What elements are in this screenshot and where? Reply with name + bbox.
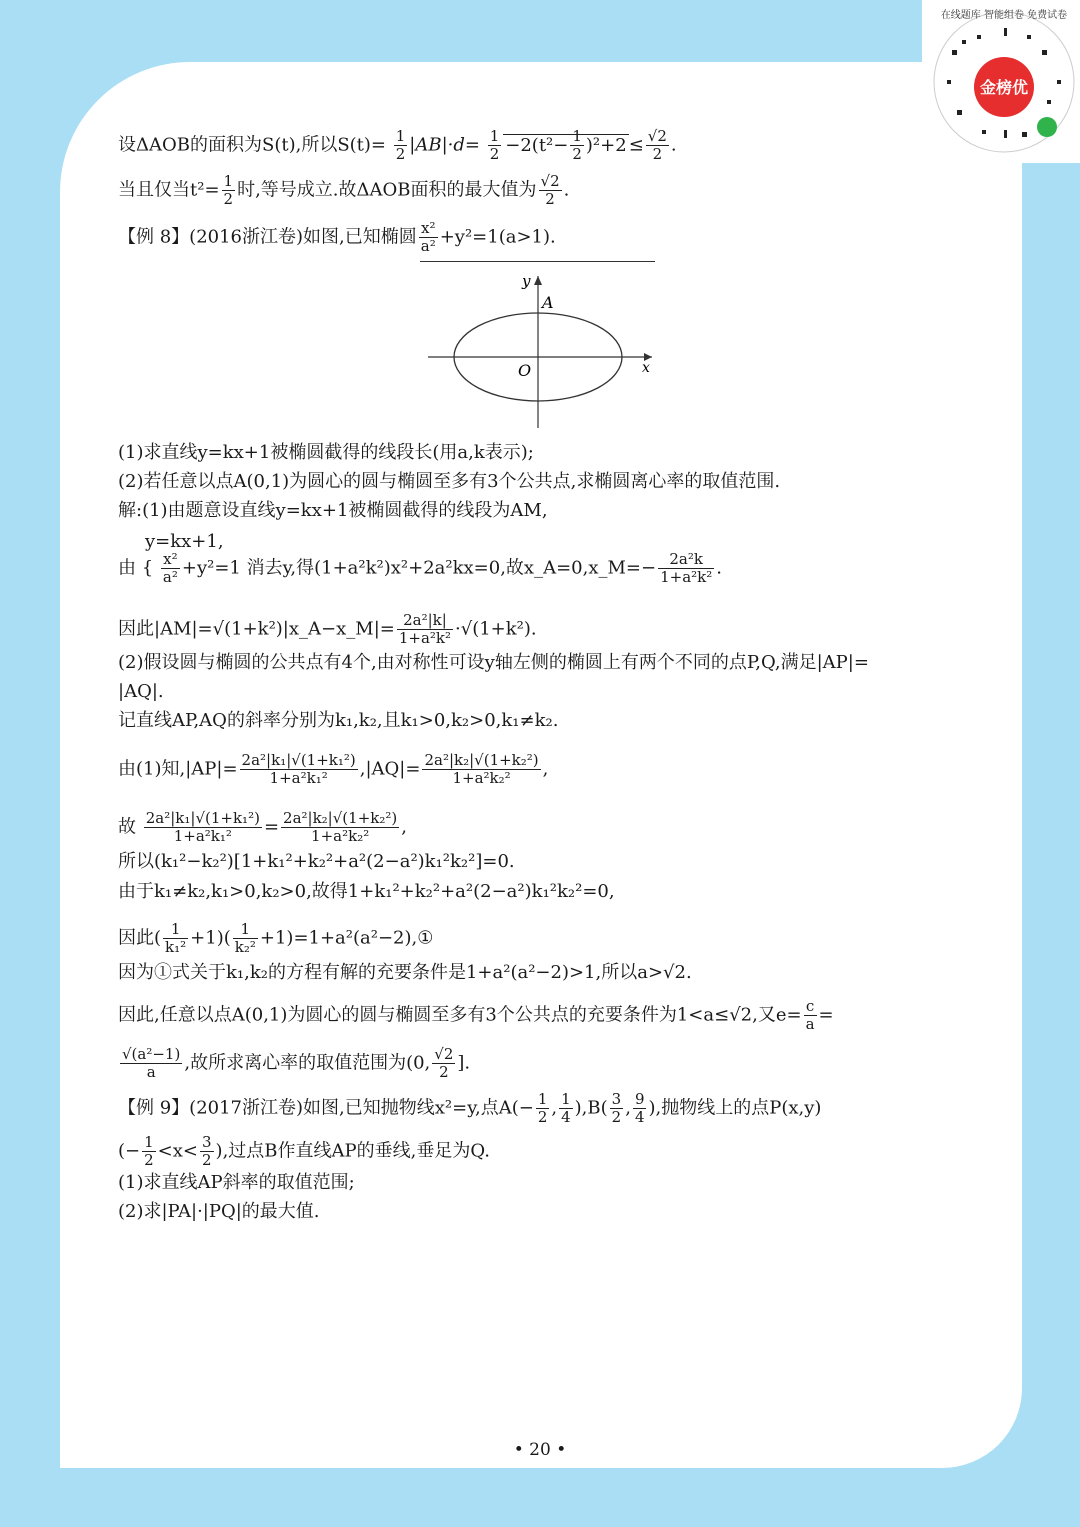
text-line: |AQ|. [118, 681, 164, 702]
text-line: $\frac{\text{√(a²−1)}}{a}$ ,故所求离心率的取值范围为(0, $\frac{√2}{2}$ ]. [122, 1045, 471, 1081]
text-line: 由于k₁≠k₂,k₁>0,k₂>0,故得1+k₁²+k₂²+a²(2−a²)k₁²k₂²=0, [118, 881, 615, 902]
text-line: 解:(1)由题意设直线y=kx+1被椭圆截得的线段为AM, [118, 500, 548, 521]
text-line: (2)求|PA|·|PQ|的最大值. [118, 1201, 320, 1222]
text-line: 所以(k₁²−k₂²)[1+k₁²+k₂²+a²(2−a²)k₁²k₂²]=0. [118, 851, 515, 872]
svg-text:y: y [522, 272, 531, 290]
example-8-heading: 【例 8】(2016浙江卷)如图,已知椭圆 $\frac{\text{x²}}{\text{a²}}$ +y²=1(a>1). [118, 219, 556, 255]
text-line: 由 { $\frac{\text{x²}}{\text{a²}}$ +y²=1 消去y,得(1+a²k²)x²+2a²kx=0,故x_A=0,x_M=− $\frac{\text{2a²k}}{\text{1+a²k²}}$ . [118, 550, 722, 586]
ellipse-figure [420, 260, 660, 435]
qr-code-badge[interactable] [922, 0, 1080, 163]
text-line: 因此,任意以点A(0,1)为圆心的圆与椭圆至多有3个公共点的充要条件为1<a≤√2,又e= $\frac{c}{a}$ = [118, 997, 834, 1033]
text-line: 故 $\frac{\text{2a²|k₁|√(1+k₁²)}}{\text{1+a²k₁²}}$ = $\frac{\text{2a²|k₂|√(1+k₂²)}}{\text{1+a²k₂²}}$ , [118, 809, 407, 845]
text-line: 设ΔAOB的面积为S(t),所以S(t)= $\frac{1}{2}$ |AB|·d= $\frac{1}{2}$ −2(t²− $\frac{1}{2}$ )²+2 ≤ $\frac{√2}{2}$ . [118, 127, 677, 163]
text-line: (− $\frac{1}{2}$ <x< $\frac{3}{2}$ ),过点B作直线AP的垂线,垂足为Q. [118, 1133, 490, 1169]
text-line: (1)求直线AP斜率的取值范围; [118, 1172, 355, 1193]
svg-text:O: O [518, 361, 532, 380]
text-line: (1)求直线y=kx+1被椭圆截得的线段长(用a,k表示); [118, 442, 534, 463]
text-line: 因此|AM|=√(1+k²)|x_A−x_M|= $\frac{\text{2a²|k|}}{\text{1+a²k²}}$ ·√(1+k²). [118, 611, 537, 647]
page-number: • 20 • [513, 1440, 567, 1460]
text-line: (2)若任意以点A(0,1)为圆心的圆与椭圆至多有3个公共点,求椭圆离心率的取值范围. [118, 471, 781, 492]
qr-arc-text: 在线题库 智能组卷 免费试卷 [940, 10, 1068, 21]
text-line: (2)假设圆与椭圆的公共点有4个,由对称性可设y轴左侧的椭圆上有两个不同的点P,Q,满足|AP|= [118, 652, 869, 673]
text-line: 当且仅当t²= $\frac{1}{2}$ 时,等号成立.故ΔAOB面积的最大值为 $\frac{√2}{2}$ . [118, 172, 570, 208]
qr-code-icon [922, 0, 1080, 163]
text-line: 记直线AP,AQ的斜率分别为k₁,k₂,且k₁>0,k₂>0,k₁≠k₂. [118, 710, 559, 731]
text-line: y=kx+1, [145, 531, 224, 552]
svg-text:A: A [542, 293, 554, 312]
text-line: 因此( $\frac{1}{\text{k₁²}}$ +1)( $\frac{1}{\text{k₂²}}$ +1)=1+a²(a²−2),① [118, 920, 434, 956]
svg-text:x: x [642, 360, 650, 376]
text-line: 由(1)知,|AP|= $\frac{\text{2a²|k₁|√(1+k₁²)}}{\text{1+a²k₁²}}$ ,|AQ|= $\frac{\text{2a²|k₂|√(1+k₂²)}}{\text{1+a²k₂²}}$ , [118, 751, 549, 787]
qr-center-text: 金榜优 [979, 78, 1029, 97]
text-line: 因为①式关于k₁,k₂的方程有解的充要条件是1+a²(a²−2)>1,所以a>√2. [118, 962, 692, 983]
example-9-heading: 【例 9】(2017浙江卷)如图,已知抛物线x²=y,点A(− $\frac{1}{2}$ , $\frac{1}{4}$ ),B( $\frac{3}{2}$ , $\frac{9}{4}$ ),抛物线上的点P(x,y) [118, 1090, 822, 1126]
